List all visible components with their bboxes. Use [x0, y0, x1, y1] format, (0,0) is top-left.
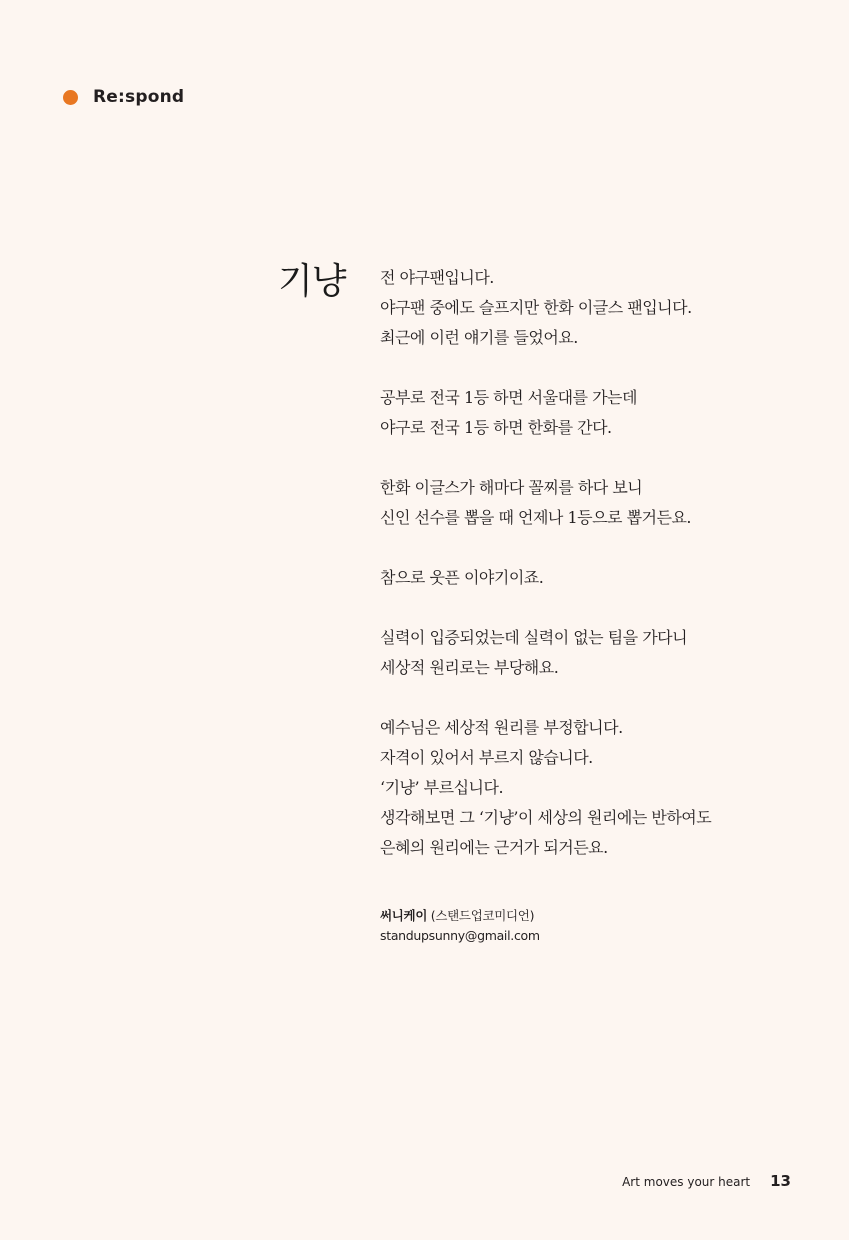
author-email[interactable]: standupsunny@gmail.com	[380, 928, 540, 943]
article-body	[380, 263, 820, 863]
text-line: 생각해보면 그 ‘기냥’이 세상의 원리에는 반하여도	[380, 808, 712, 827]
text-line: 실력이 입증되었는데 실력이 없는 팀을 가다니	[380, 628, 688, 647]
text-line: 야구로 전국 1등 하면 한화를 간다.	[380, 418, 612, 437]
text-line: 세상적 원리로는 부당해요.	[380, 658, 559, 677]
paragraph	[380, 713, 820, 863]
text-line: ‘기냥’ 부르십니다.	[380, 778, 504, 797]
paragraph	[380, 383, 820, 443]
text-line: 최근에 이런 얘기를 들었어요.	[380, 328, 578, 347]
byline-author	[380, 906, 540, 926]
byline	[380, 906, 540, 946]
paragraph	[380, 473, 820, 533]
section-header	[63, 86, 184, 108]
paragraph	[380, 623, 820, 683]
text-line: 예수님은 세상적 원리를 부정합니다.	[380, 718, 623, 737]
section-label: Re:spond	[93, 87, 185, 107]
paragraph	[380, 563, 820, 593]
section-dot-icon	[63, 90, 78, 105]
text-line: 은혜의 원리에는 근거가 되거든요.	[380, 838, 608, 857]
author-role: (스탠드업코미디언)	[430, 908, 535, 923]
text-line: 공부로 전국 1등 하면 서울대를 가는데	[380, 388, 637, 407]
footer-tagline: Art moves your heart	[622, 1175, 751, 1189]
text-line: 야구팬 중에도 슬프지만 한화 이글스 팬입니다.	[380, 298, 692, 317]
text-line: 한화 이글스가 해마다 꼴찌를 하다 보니	[380, 478, 643, 497]
page-number: 13	[770, 1172, 791, 1190]
paragraph	[380, 263, 820, 353]
text-line: 참으로 웃픈 이야기이죠.	[380, 568, 544, 587]
text-line: 자격이 있어서 부르지 않습니다.	[380, 748, 593, 767]
text-line: 전 야구팬입니다.	[380, 268, 494, 287]
text-line: 신인 선수를 뽑을 때 언제나 1등으로 뽑거든요.	[380, 508, 691, 527]
page-footer	[622, 1172, 791, 1190]
article-title: 기냥	[278, 261, 346, 302]
author-name: 써니케이	[380, 908, 428, 923]
